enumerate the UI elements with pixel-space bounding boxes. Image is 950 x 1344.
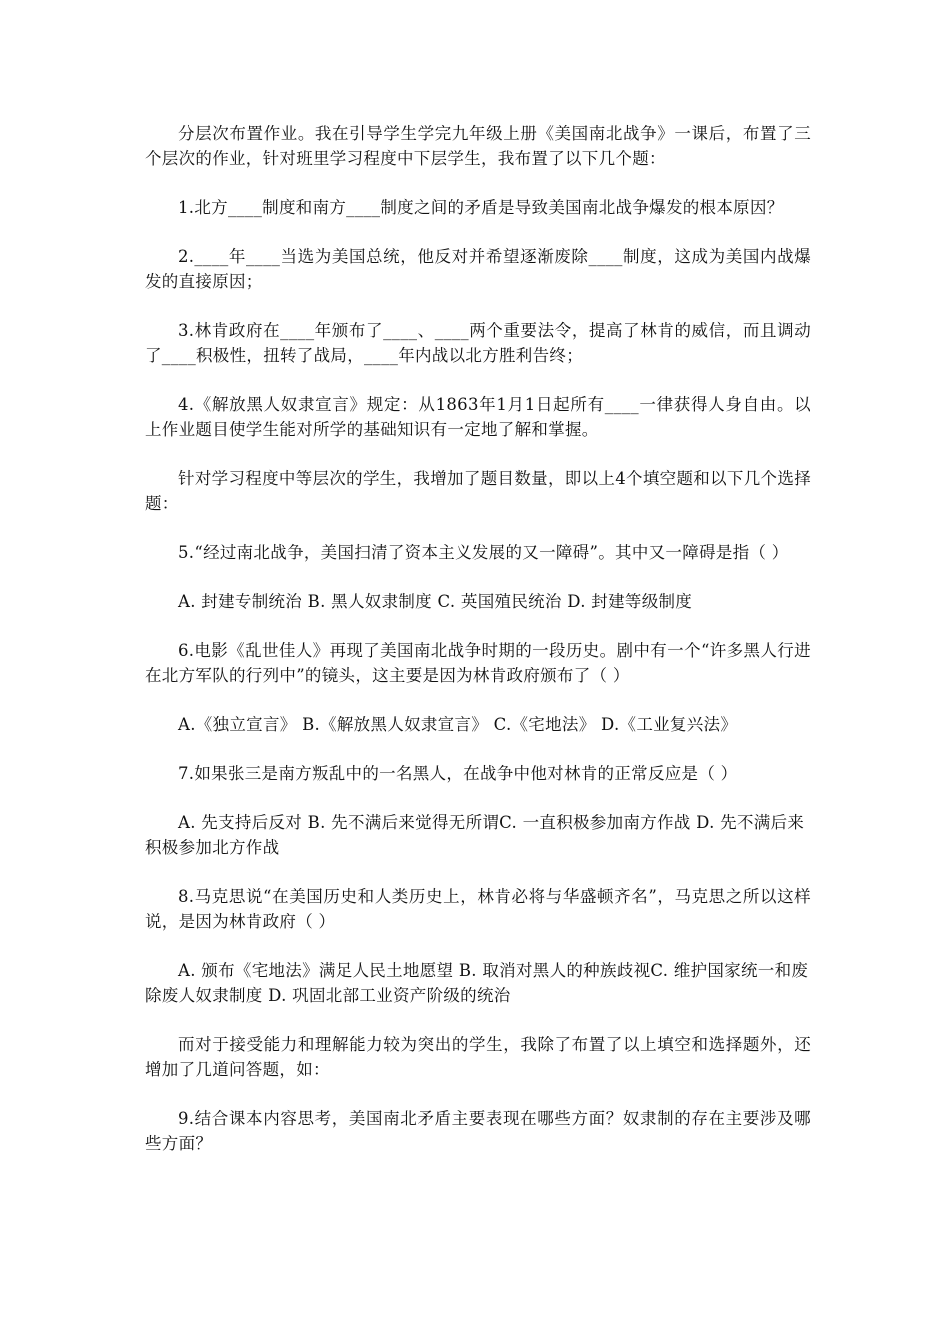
question-1: 1.北方____制度和南方____制度之间的矛盾是导致美国南北战争爆发的根本原因？: [178, 198, 784, 217]
question-7: 7.如果张三是南方叛乱中的一名黑人，在战争中他对林肯的正常反应是（ ）: [178, 764, 738, 783]
question-6-options: A.《独立宣言》 B.《解放黑人奴隶宣言》 C.《宅地法》 D.《工业复兴法》: [178, 715, 738, 734]
question-5: 5.“经过南北战争，美国扫清了资本主义发展的又一障碍”。其中又一障碍是指（ ）: [178, 543, 789, 562]
question-8: 8.马克思说“在美国历史和人类历史上，林肯必将与华盛顿齐名”，马克思之所以这样说，是因为林肯政府（ ）: [145, 887, 811, 931]
question-4: 4.《解放黑人奴隶宣言》规定：从1863年1月1日起所有____一律获得人身自由。以上作业题目使学生能对所学的基础知识有一定地了解和掌握。: [145, 395, 811, 439]
intro-paragraph: 分层次布置作业。我在引导学生学完九年级上册《美国南北战争》一课后，布置了三个层次的作业，针对班里学习程度中下层学生，我布置了以下几个题：: [145, 124, 811, 168]
middle-level-paragraph: 针对学习程度中等层次的学生，我增加了题目数量，即以上4个填空题和以下几个选择题：: [145, 469, 811, 513]
question-9: 9.结合课本内容思考，美国南北矛盾主要表现在哪些方面？奴隶制的存在主要涉及哪些方面？: [145, 1109, 811, 1153]
question-5-options: A. 封建专制统治 B. 黑人奴隶制度 C. 英国殖民统治 D. 封建等级制度: [178, 592, 693, 611]
question-6: 6.电影《乱世佳人》再现了美国南北战争时期的一段历史。剧中有一个“许多黑人行进在北方军队的行列中”的镜头，这主要是因为林肯政府颁布了（ ）: [145, 641, 811, 685]
advanced-level-paragraph: 而对于接受能力和理解能力较为突出的学生，我除了布置了以上填空和选择题外，还增加了几道问答题，如：: [145, 1035, 811, 1079]
question-3: 3.林肯政府在____年颁布了____、____两个重要法令，提高了林肯的威信，而且调动了____积极性，扭转了战局，____年内战以北方胜利告终；: [145, 321, 811, 365]
question-2: 2.____年____当选为美国总统，他反对并希望逐渐废除____制度，这成为美国内战爆发的直接原因；: [145, 247, 811, 291]
question-7-options: A. 先支持后反对 B. 先不满后来觉得无所谓C. 一直积极参加南方作战 D. 先不满后来积极参加北方作战: [145, 813, 805, 857]
question-8-options: A. 颁布《宅地法》满足人民土地愿望 B. 取消对黑人的种族歧视C. 维护国家统一和废除废人奴隶制度 D. 巩固北部工业资产阶级的统治: [145, 961, 809, 1005]
document-body: [145, 121, 811, 1180]
